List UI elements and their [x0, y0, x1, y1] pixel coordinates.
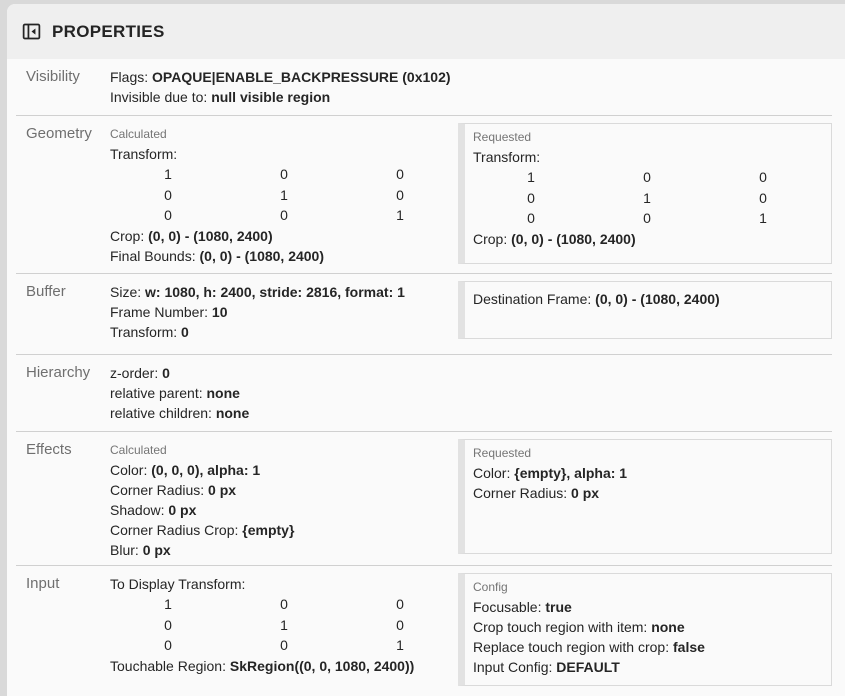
property-row: Replace touch region with crop: false: [473, 639, 705, 655]
requested-sublabel: Requested: [473, 446, 532, 460]
section-label: Geometry: [26, 125, 92, 142]
property-row: Corner Radius: 0 px: [473, 485, 600, 501]
collapse-panel-icon[interactable]: [21, 21, 42, 42]
transform-matrix: 1 0 0 0 1 0 0 0 1: [164, 596, 404, 653]
section-geometry: [7, 116, 845, 273]
section-label: Buffer: [26, 283, 66, 300]
property-row: Touchable Region: SkRegion((0, 0, 1080, 2400)): [110, 657, 415, 674]
config-box: [458, 573, 832, 686]
properties-panel: [7, 4, 845, 696]
property-row: Corner Radius Crop: {empty}: [110, 522, 295, 538]
section-input: [7, 566, 845, 686]
property-row: Blur: 0 px: [110, 542, 171, 558]
property-row: relative children: none: [110, 405, 250, 421]
property-row: Shadow: 0 px: [110, 502, 197, 518]
property-row: Crop: (0, 0) - (1080, 2400): [473, 230, 636, 247]
property-row: Corner Radius: 0 px: [110, 482, 237, 498]
property-row: Destination Frame: (0, 0) - (1080, 2400): [473, 291, 720, 307]
property-row: Size: w: 1080, h: 2400, stride: 2816, format: 1: [110, 284, 405, 300]
calculated-sublabel: Calculated: [110, 443, 167, 457]
property-row: relative parent: none: [110, 385, 240, 401]
section-hierarchy: [7, 355, 845, 431]
section-buffer: [7, 274, 845, 354]
panel-title: PROPERTIES: [52, 21, 165, 41]
calculated-sublabel: Calculated: [110, 127, 167, 141]
section-visibility: [7, 59, 845, 115]
property-row: Focusable: true: [473, 599, 572, 615]
section-label: Hierarchy: [26, 364, 91, 381]
property-row: Crop touch region with item: none: [473, 619, 685, 635]
section-label: Input: [26, 575, 60, 592]
transform-matrix: 1 0 0 0 1 0 0 0 1: [164, 166, 404, 223]
property-row: Frame Number: 10: [110, 304, 228, 320]
property-row: Color: {empty}, alpha: 1: [473, 465, 628, 481]
property-row: Invisible due to: null visible region: [110, 89, 331, 105]
requested-box: [458, 123, 832, 264]
property-row: Final Bounds: (0, 0) - (1080, 2400): [110, 247, 325, 264]
transform-matrix: 1 0 0 0 1 0 0 0 1: [527, 169, 767, 226]
requested-sublabel: Requested: [473, 130, 532, 144]
property-row: Input Config: DEFAULT: [473, 659, 620, 675]
transform-label: Transform:: [110, 146, 178, 162]
property-row: z-order: 0: [110, 365, 170, 381]
properties-header: [7, 4, 845, 59]
property-row: Transform: 0: [110, 324, 189, 340]
requested-box: [458, 281, 832, 339]
transform-label: To Display Transform:: [110, 576, 246, 592]
transform-label: Transform:: [473, 149, 541, 165]
property-row: Flags: OPAQUE|ENABLE_BACKPRESSURE (0x102): [110, 69, 451, 85]
property-row: Color: (0, 0, 0), alpha: 1: [110, 462, 261, 478]
requested-box: [458, 439, 832, 554]
section-label: Effects: [26, 441, 72, 458]
property-row: Crop: (0, 0) - (1080, 2400): [110, 227, 273, 244]
section-label: Visibility: [26, 68, 80, 85]
config-sublabel: Config: [473, 580, 508, 594]
section-effects: [7, 432, 845, 565]
